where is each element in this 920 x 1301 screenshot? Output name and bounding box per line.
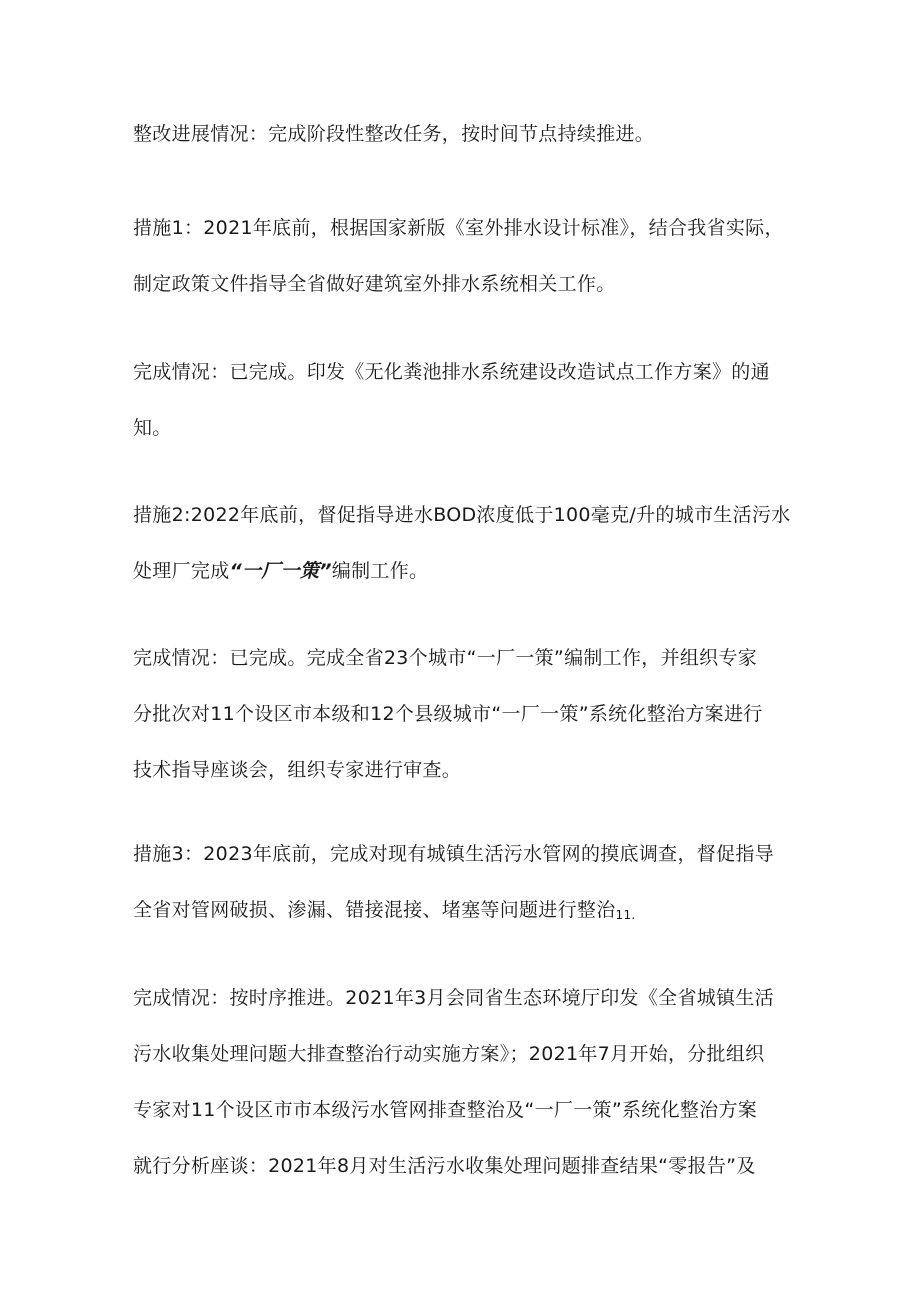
text-line: 整改进展情况：完成阶段性整改任务，按时间节点持续推进。	[133, 123, 655, 145]
measure-2-paragraph	[133, 487, 803, 599]
progress-status-paragraph	[133, 106, 803, 162]
text-line	[133, 543, 803, 599]
text-line: 技术指导座谈会，组织专家进行审查。	[133, 759, 462, 781]
text-line: 措施3：2023年底前，完成对现有城镇生活污水管网的摸底调查，督促指导	[133, 843, 774, 865]
measure-1-paragraph	[133, 200, 803, 312]
completion-1-paragraph	[133, 344, 803, 456]
measure-3-paragraph	[133, 826, 803, 943]
text-line: 知。	[133, 417, 172, 439]
text-line: 污水收集处理问题大排查整治行动实施方案》；2021年7月开始，分批组织	[133, 1043, 765, 1065]
footnote-reference: 11.	[615, 908, 636, 922]
text-line: 完成情况：已完成。印发《无化粪池排水系统建设改造试点工作方案》的通	[133, 361, 770, 383]
text-line: 措施2:2022年底前，督促指导进水BOD浓度低于100毫克/升的城市生活污水	[133, 504, 791, 526]
text-line	[133, 882, 803, 943]
text-segment: 处理厂完成	[133, 560, 230, 582]
text-line: 就行分析座谈：2021年8月对生活污水收集处理问题排查结果“零报告”及	[133, 1155, 756, 1177]
emphasized-term: “一厂一策”	[229, 560, 332, 582]
completion-2-paragraph	[133, 630, 803, 798]
text-segment: 编制工作。	[331, 560, 429, 582]
text-line: 完成情况：按时序推进。2021年3月会同省生态环境厅印发《全省城镇生活	[133, 987, 774, 1009]
text-line: 制定政策文件指导全省做好建筑室外排水系统相关工作。	[133, 273, 616, 295]
completion-3-paragraph	[133, 970, 803, 1194]
text-line: 专家对11个设区市市本级污水管网排查整治及“一厂一策”系统化整治方案	[133, 1099, 758, 1121]
text-line: 完成情况：已完成。完成全省23个城市“一厂一策”编制工作，并组织专家	[133, 647, 758, 669]
text-segment: 全省对管网破损、渗漏、错接混接、堵塞等问题进行整治	[133, 899, 616, 921]
text-line: 措施1：2021年底前，根据国家新版《室外排水设计标准》，结合我省实际，	[133, 217, 784, 239]
text-line: 分批次对11个设区市本级和12个县级城市“一厂一策”系统化整治方案进行	[133, 703, 763, 725]
